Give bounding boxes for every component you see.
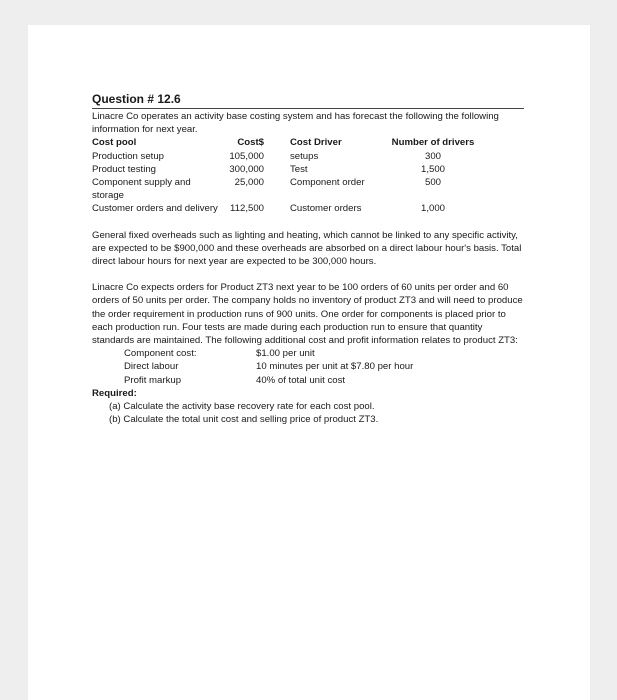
cell-pool: Customer orders and delivery — [92, 203, 218, 215]
document-page — [28, 25, 590, 700]
cell-pool: Product testing — [92, 163, 156, 175]
header-cost: Cost$ — [237, 137, 264, 149]
info-row — [124, 360, 524, 373]
cell-num: 500 — [424, 177, 441, 189]
table-row — [92, 202, 476, 215]
info-label: Component cost: — [124, 348, 197, 360]
info-label: Profit markup — [124, 374, 182, 386]
cell-cost: 112,500 — [230, 203, 264, 215]
question-content — [92, 92, 524, 426]
info-label: Direct labour — [124, 361, 179, 373]
header-cost-driver: Cost Driver — [290, 137, 342, 149]
table-row — [92, 150, 476, 163]
required-title: Required: — [92, 387, 137, 399]
required-item: (a) Calculate the activity base recovery rate for each cost pool. — [109, 401, 375, 413]
cell-driver: Test — [290, 163, 308, 175]
table-header-row — [92, 136, 476, 149]
table-row — [92, 163, 476, 176]
info-value: 40% of total unit cost — [256, 374, 346, 386]
required-list — [109, 400, 524, 426]
info-row — [124, 347, 524, 360]
cell-cost: 105,000 — [229, 150, 264, 162]
question-title: Question # 12.6 — [92, 92, 524, 109]
header-number-of-drivers: Number of drivers — [391, 137, 475, 149]
additional-info — [124, 347, 524, 387]
required-item: (b) Calculate the total unit cost and selling price of product ZT3. — [109, 414, 379, 426]
overheads-paragraph: General fixed overheads such as lighting and heating, which cannot be linked to any specific activity, are expected to be $900,000 and these overheads are absorbed on a direct labour hour's basis. Total direct labour hours for next year are expected to be 300,000 hours. — [92, 229, 522, 268]
cell-cost: 25,000 — [234, 177, 264, 189]
cell-driver: setups — [290, 150, 319, 162]
header-cost-pool: Cost pool — [92, 137, 137, 149]
cell-driver: Component order — [290, 177, 365, 189]
cost-pool-table — [92, 136, 476, 215]
table-row — [92, 176, 476, 202]
orders-paragraph: Linacre Co expects orders for Product ZT3 next year to be 100 orders of 60 units per order and 60 orders of 50 units per order. The company holds no inventory of product ZT3 and will need to produce the order requirement in production runs of 900 units. One order for components is placed prior to each production run. Four tests are made during each production run to ensure that quantity standards are maintained. The following additional cost and profit information relates to product ZT3: — [92, 282, 523, 347]
cell-driver: Customer orders — [290, 203, 362, 215]
cell-num: 1,000 — [420, 203, 445, 215]
info-value: 10 minutes per unit at $7.80 per hour — [256, 361, 414, 373]
cell-num: 300 — [424, 150, 441, 162]
intro-text: Linacre Co operates an activity base costing system and has forecast the following the following information for next year. — [92, 111, 499, 136]
cell-pool: Component supply and storage — [92, 177, 191, 202]
cell-cost: 300,000 — [229, 163, 264, 175]
info-value: $1.00 per unit — [256, 348, 315, 360]
cell-pool: Production setup — [92, 150, 164, 162]
info-row — [124, 374, 524, 387]
cell-num: 1,500 — [420, 163, 445, 175]
